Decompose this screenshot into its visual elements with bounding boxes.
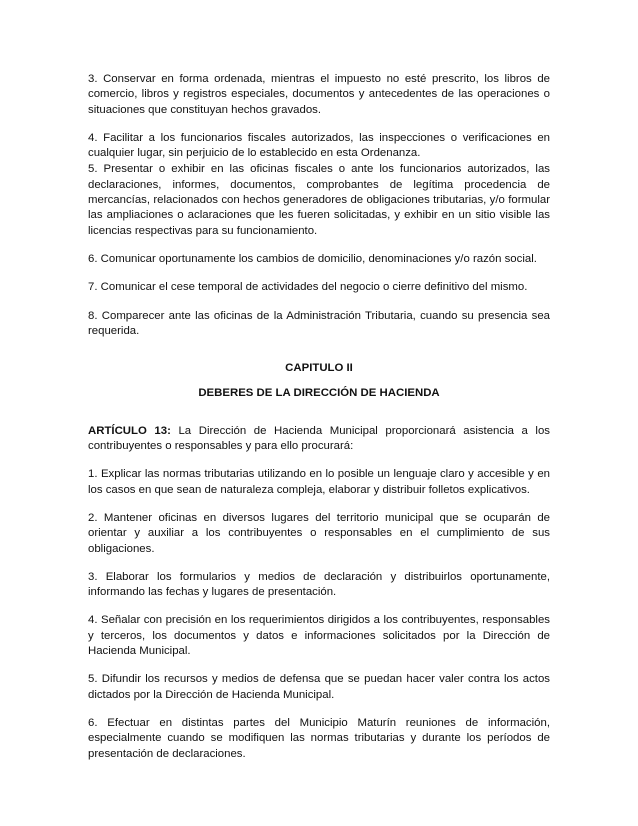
duty-item-3: 3. Conservar en forma ordenada, mientras el impuesto no esté prescrito, los libros de comercio, libros y registros especiales, documentos y antecedentes de las operaciones o situaciones que constituyan hechos gravados. [88,73,550,116]
duty-item-6: 6. Comunicar oportunamente los cambios de domicilio, denominaciones y/o razón social. [88,252,537,265]
chapter-title: CAPITULO II [285,362,353,375]
article-text: La Dirección de Hacienda Municipal proporcionará asistencia a los contribuyentes o responsables y para ello procurará: [88,424,550,453]
hacienda-item-2: 2. Mantener oficinas en diversos lugares del territorio municipal que se ocuparán de orientar y auxiliar a los contribuyentes o responsables en el cumplimiento de sus obligaciones. [88,511,550,555]
document-page [88,72,550,775]
hacienda-item-4: 4. Señalar con precisión en los requerimientos dirigidos a los contribuyentes, responsables y terceros, los documentos y datos e informaciones solicitados por la Dirección de Hacienda Municipal. [88,614,550,658]
chapter-subtitle: DEBERES DE LA DIRECCIÓN DE HACIENDA [198,387,440,400]
article-13-intro [88,424,550,455]
duty-item-4: 4. Facilitar a los funcionarios fiscales autorizados, las inspecciones o verificaciones en cualquier lugar, sin perjuicio de lo establecido en esta Ordenanza. [88,131,550,160]
hacienda-item-5: 5. Difundir los recursos y medios de defensa que se puedan hacer valer contra los actos dictados por la Dirección de Hacienda Municipal. [88,673,550,701]
article-label: ARTÍCULO 13: [88,424,171,437]
duty-item-8: 8. Comparecer ante las oficinas de la Administración Tributaria, cuando su presencia sea requerida. [88,309,550,337]
duty-item-7: 7. Comunicar el cese temporal de actividades del negocio o cierre definitivo del mismo. [88,281,528,294]
hacienda-item-3: 3. Elaborar los formularios y medios de declaración y distribuirlos oportunamente, informando las fechas y lugares de presentación. [88,570,550,599]
hacienda-item-1: 1. Explicar las normas tributarias utilizando en lo posible un lenguaje claro y accesible y en los casos en que sean de naturaleza compleja, elaborar y distribuir folletos explicativos. [88,468,550,496]
hacienda-item-6: 6. Efectuar en distintas partes del Municipio Maturín reuniones de información, especialmente cuando se modifiquen las normas tributarias y durante los períodos de presentación de declaraciones. [88,716,550,760]
duty-item-5: 5. Presentar o exhibir en las oficinas fiscales o ante los funcionarios autorizados, las declaraciones, informes, documentos, comprobantes de legítima procedencia de mercancías, relacionados con hechos generadores de obligaciones tributarias, y/o formular las ampliaciones o aclaraciones que les fueren solicitadas, y exhibir en un sitio visible las licencias respectivas para su funcionamiento. [88,163,550,237]
